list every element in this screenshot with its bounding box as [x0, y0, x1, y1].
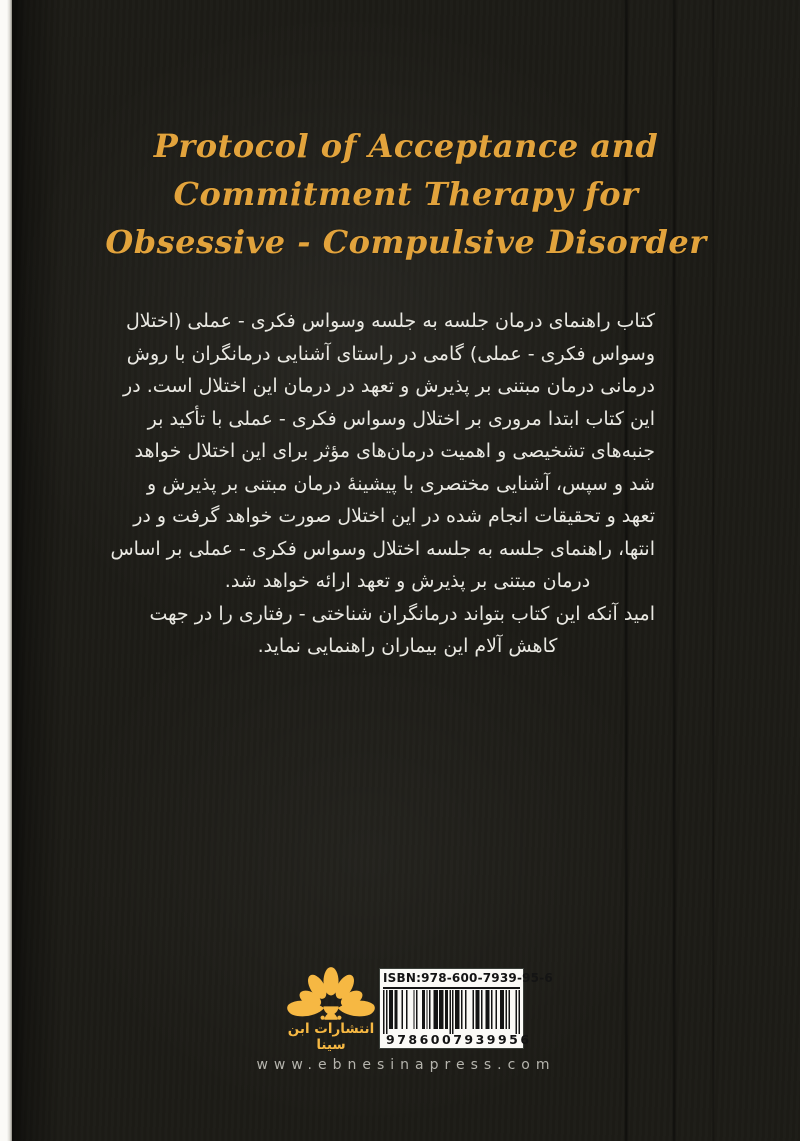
description-line: انتها، راهنمای جلسه به جلسه اختلال وسواس فکری - عملی بر اساس [110, 537, 655, 560]
description-line: کاهش آلام این بیماران راهنمایی نماید. [257, 635, 558, 657]
description-line: این کتاب ابتدا مروری بر اختلال وسواس فکری - عملی با تأکید بر [147, 407, 655, 430]
barcode-digit-group: 9 [386, 1032, 398, 1047]
description-line: تعهد و تحقیقات انجام شده در این اختلال صورت خواهد گرفت و در [133, 505, 655, 527]
book-title-english [12, 122, 800, 266]
description-line: شد و سپس، آشنایی مختصری با پیشینهٔ درمان مبتنی بر پذیرش و [146, 472, 655, 495]
scan-edge [0, 0, 12, 1141]
title-line-2: Commitment Therapy for [173, 175, 639, 213]
description-line: جنبه‌های تشخیصی و اهمیت درمان‌های مؤثر برای این اختلال خواهد [134, 440, 655, 462]
barcode-digit-group: 939956 [464, 1032, 532, 1047]
barcode-digits [383, 1032, 532, 1047]
description-line: امید آنکه این کتاب بتواند درمانگران شناختی - رفتاری را در جهت [149, 602, 655, 625]
barcode-digit-group: 786007 [397, 1032, 465, 1047]
publisher-logo [282, 966, 380, 1053]
isbn-barcode-block [379, 968, 553, 1049]
publisher-name-calligraphy: انتشارات ابن سینا [287, 1021, 375, 1053]
description-line: وسواس فکری - عملی) گامی در راستای آشنایی درمانگران با روش [126, 342, 655, 365]
description-line: درمانی درمان مبتنی بر پذیرش و تعهد در درمان این اختلال است. در [123, 375, 655, 397]
ean13-barcode-icon [383, 990, 520, 1034]
book-description-persian [110, 305, 655, 663]
book-back-cover [12, 0, 800, 1141]
title-line-3: Obsessive - Compulsive Disorder [105, 223, 707, 261]
title-line-1: Protocol of Acceptance and [153, 127, 659, 165]
description-line: درمان مبتنی بر پذیرش و تعهد ارائه خواهد شد. [224, 570, 591, 592]
publisher-website: www.ebnesinapress.com [256, 1057, 556, 1073]
ebnesina-shell-logo-icon [285, 966, 377, 1020]
description-line: کتاب راهنمای درمان جلسه به جلسه وسواس فکری - عملی (اختلال [125, 310, 655, 332]
isbn-label: ISBN:978-600-7939-95-6 [383, 971, 520, 989]
